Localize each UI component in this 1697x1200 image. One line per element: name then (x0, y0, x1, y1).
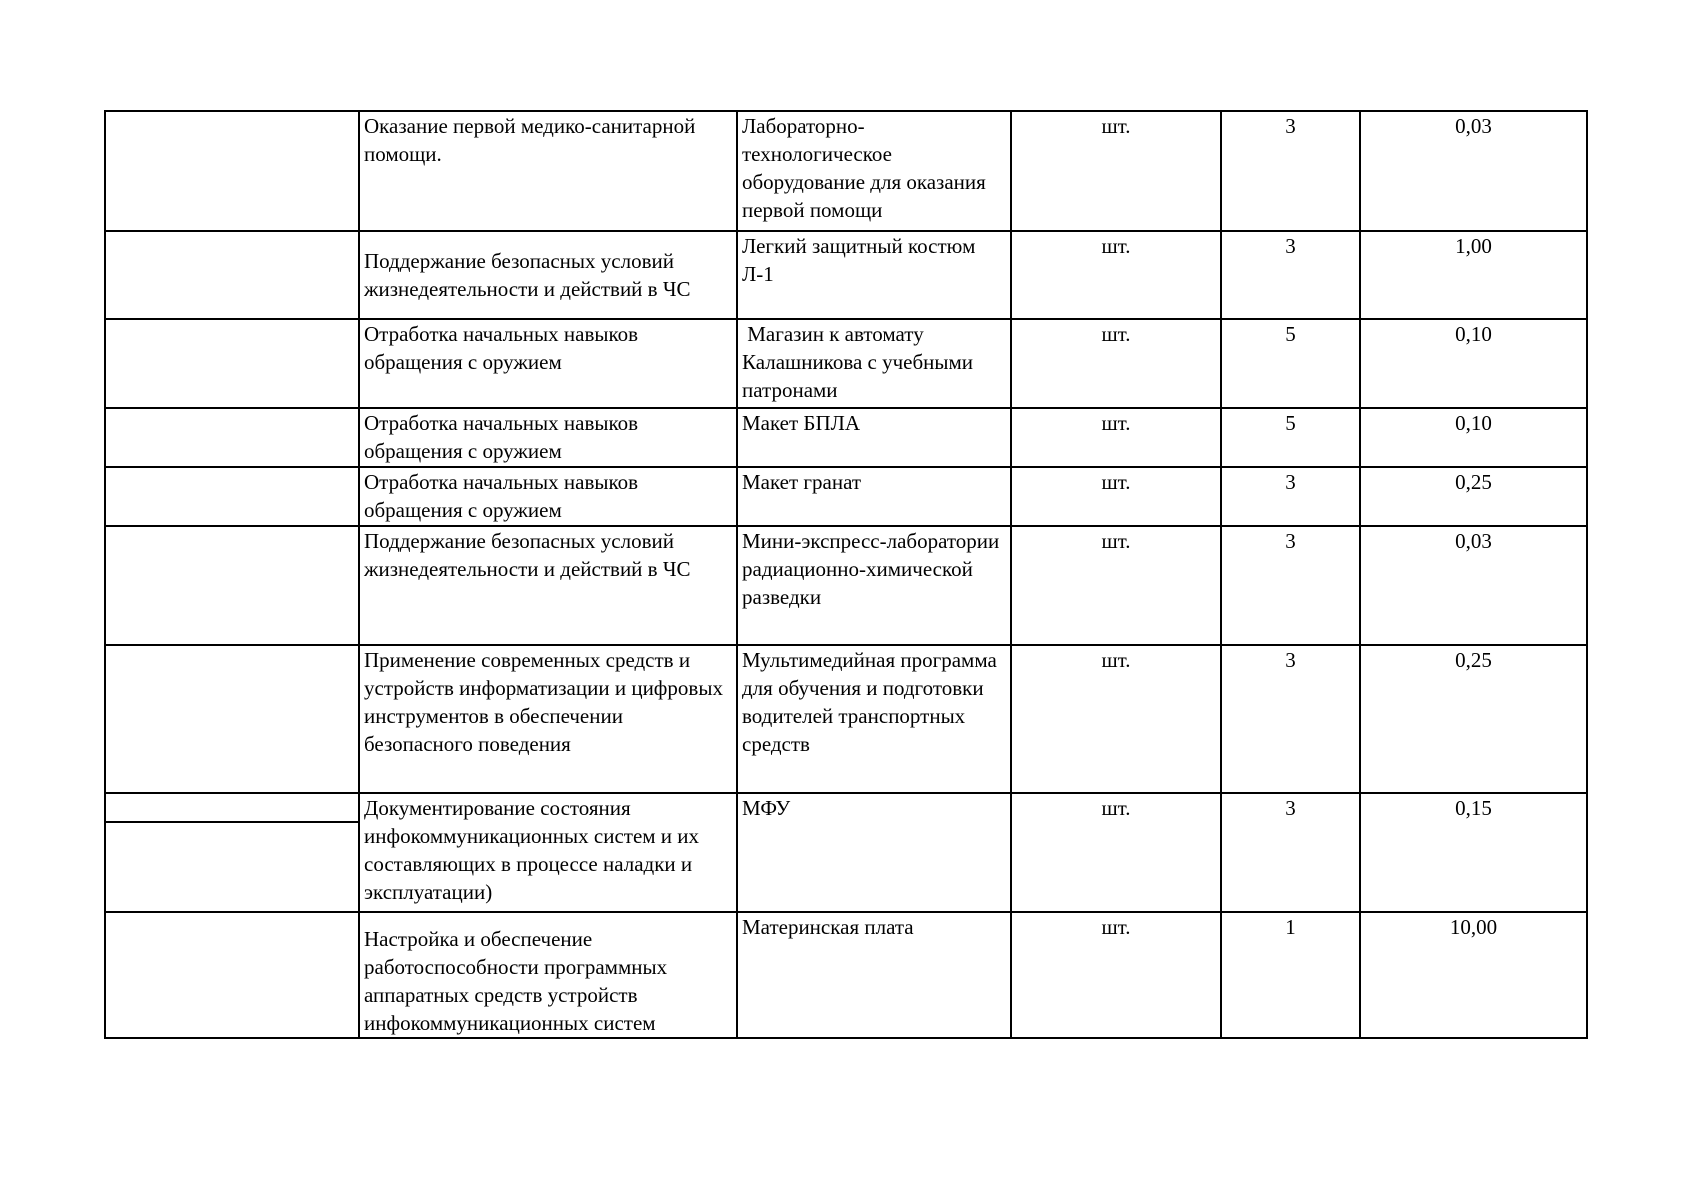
table-row (105, 408, 1587, 467)
value-cell: 0,25 (1360, 467, 1587, 526)
activity-cell: Поддержание безопасных условий жизнедеятельности и действий в ЧС (359, 526, 737, 645)
quantity-cell: 3 (1221, 645, 1360, 793)
equipment-table (104, 110, 1588, 1039)
value-cell: 0,10 (1360, 319, 1587, 408)
table-row (105, 111, 1587, 231)
item-cell: Магазин к автомату Калашникова с учебными патронами (737, 319, 1011, 408)
table-row (105, 645, 1587, 793)
activity-cell: Отработка начальных навыков обращения с оружием (359, 408, 737, 467)
unit-cell: шт. (1011, 467, 1221, 526)
table-row (105, 912, 1587, 1038)
table-row (105, 231, 1587, 319)
row-code-cell (105, 912, 359, 1038)
activity-cell: Документирование состояния инфокоммуникационных систем и их составляющих в процессе наладки и эксплуатации) (359, 793, 737, 912)
unit-cell: шт. (1011, 793, 1221, 912)
item-cell: Материнская плата (737, 912, 1011, 1038)
activity-cell: Настройка и обеспечение работоспособности программных аппаратных средств устройств инфокоммуникационных систем (359, 912, 737, 1038)
unit-cell: шт. (1011, 912, 1221, 1038)
unit-cell: шт. (1011, 526, 1221, 645)
quantity-cell: 5 (1221, 408, 1360, 467)
table-row (105, 526, 1587, 645)
activity-cell: Применение современных средств и устройств информатизации и цифровых инструментов в обеспечении безопасного поведения (359, 645, 737, 793)
row-code-cell (105, 408, 359, 467)
quantity-cell: 3 (1221, 793, 1360, 912)
item-cell: Мини-экспресс-лаборатории радиационно-химической разведки (737, 526, 1011, 645)
quantity-cell: 3 (1221, 111, 1360, 231)
value-cell: 1,00 (1360, 231, 1587, 319)
value-cell: 0,10 (1360, 408, 1587, 467)
quantity-cell: 3 (1221, 467, 1360, 526)
row-code-cell (105, 467, 359, 526)
item-cell: Лабораторно-технологическое оборудование для оказания первой помощи (737, 111, 1011, 231)
row-code-cell (105, 793, 359, 912)
unit-cell: шт. (1011, 645, 1221, 793)
unit-cell: шт. (1011, 319, 1221, 408)
item-cell: Макет гранат (737, 467, 1011, 526)
value-cell: 0,03 (1360, 526, 1587, 645)
table-row (105, 793, 1587, 912)
activity-cell: Отработка начальных навыков обращения с оружием (359, 319, 737, 408)
quantity-cell: 3 (1221, 231, 1360, 319)
activity-cell: Отработка начальных навыков обращения с оружием (359, 467, 737, 526)
row-code-cell (105, 111, 359, 231)
activity-cell: Поддержание безопасных условий жизнедеятельности и действий в ЧС (359, 231, 737, 319)
value-cell: 0,03 (1360, 111, 1587, 231)
unit-cell: шт. (1011, 408, 1221, 467)
table-row (105, 319, 1587, 408)
item-cell: Макет БПЛА (737, 408, 1011, 467)
value-cell: 0,15 (1360, 793, 1587, 912)
quantity-cell: 1 (1221, 912, 1360, 1038)
quantity-cell: 3 (1221, 526, 1360, 645)
row-code-cell (105, 526, 359, 645)
item-cell: Мультимедийная программа для обучения и подготовки водителей транспортных средств (737, 645, 1011, 793)
row-code-cell (105, 231, 359, 319)
value-cell: 0,25 (1360, 645, 1587, 793)
item-cell: МФУ (737, 793, 1011, 912)
value-cell: 10,00 (1360, 912, 1587, 1038)
table-row (105, 467, 1587, 526)
unit-cell: шт. (1011, 111, 1221, 231)
item-cell: Легкий защитный костюм Л-1 (737, 231, 1011, 319)
unit-cell: шт. (1011, 231, 1221, 319)
row-code-cell (105, 645, 359, 793)
quantity-cell: 5 (1221, 319, 1360, 408)
cell-divider (106, 821, 358, 823)
activity-cell: Оказание первой медико-санитарной помощи. (359, 111, 737, 231)
row-code-cell (105, 319, 359, 408)
